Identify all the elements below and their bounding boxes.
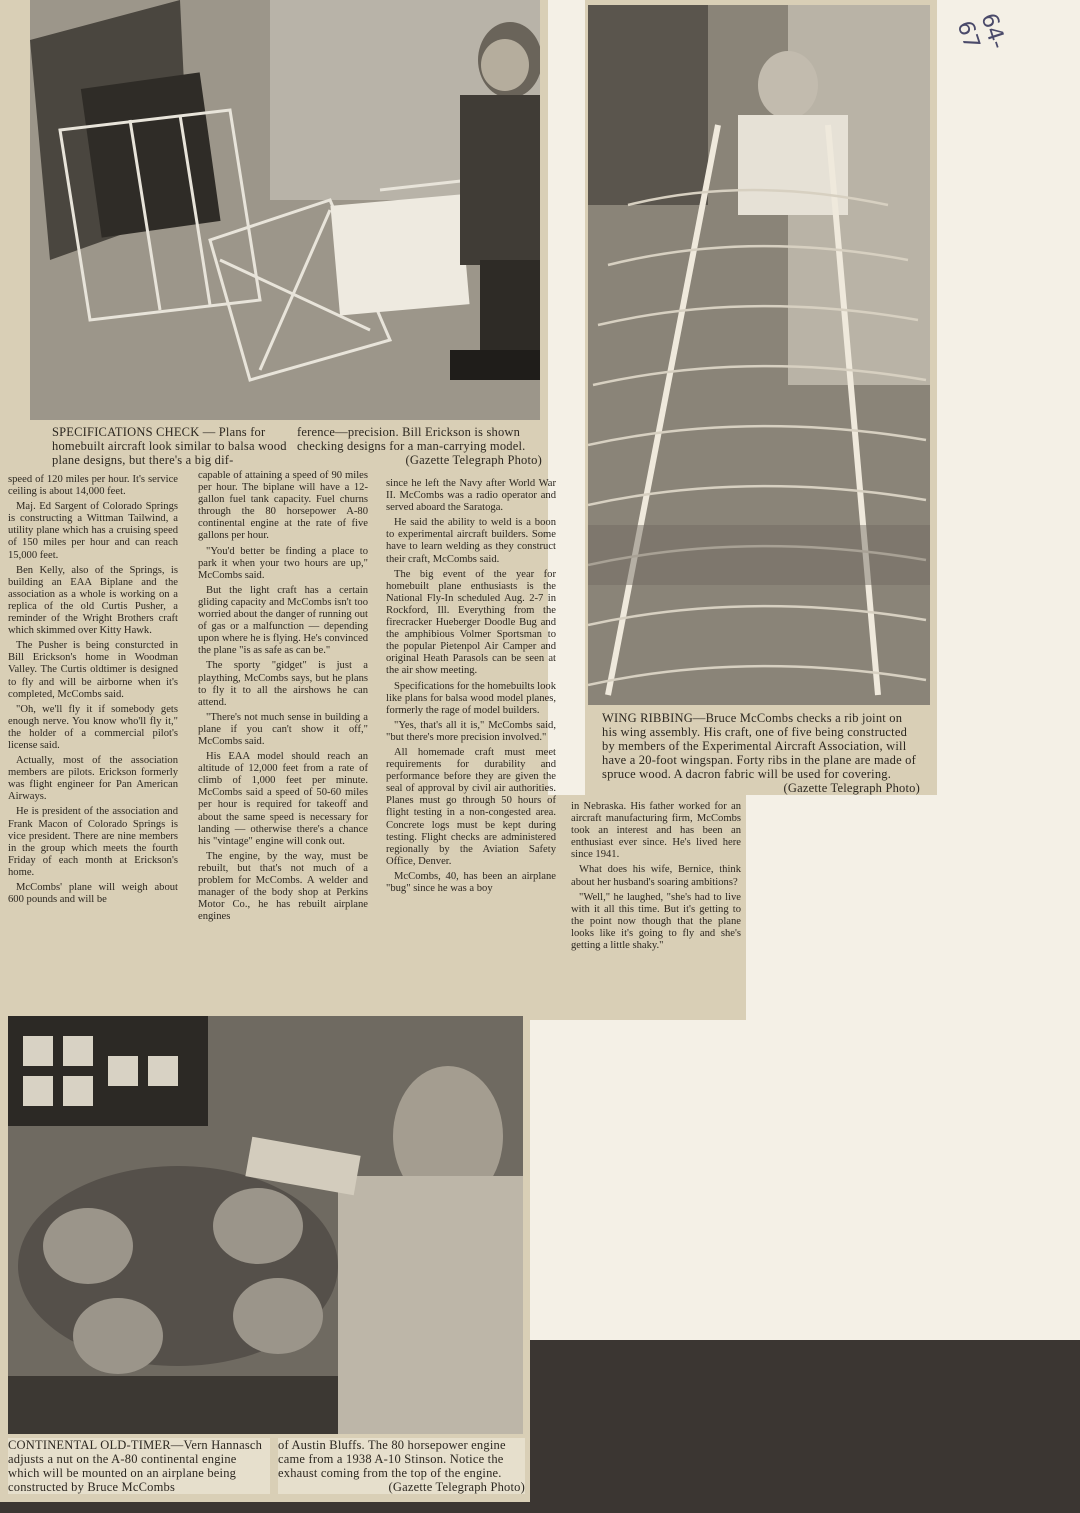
paragraph: He said the ability to weld is a boon to experimental aircraft builders. Some have to learn welding as they construct their craft, McCombs said. — [386, 517, 556, 565]
paragraph: McCombs, 40, has been an airplane "bug" since he was a boy — [386, 870, 556, 894]
article-column-3 — [386, 478, 556, 898]
paragraph: The big event of the year for homebuilt plane enthusiasts is the National Fly-In scheduled Aug. 2-7 in Rockford, Ill. Everything from the firecracker Hueberger Doodle Bug and the amphibious Volmer Sportsman to the popular Pietenpol Air Camper and original Heath Parasols can be seen at the air show meeting. — [386, 568, 556, 677]
paragraph: All homemade craft must meet requirements for durability and performance before they are given the seal of approval by civil air authorities. Planes must go through 50 hours of flight testing in a non-congested area. Concrete logs must be kept during testing. Flight checks are administered regionally by the Aviation Safety Office, Denver. — [386, 746, 556, 867]
paragraph: speed of 120 miles per hour. It's service ceiling is about 14,000 feet. — [8, 474, 178, 498]
article-column-4 — [571, 801, 741, 955]
photo-wing-ribbing — [588, 5, 930, 705]
paragraph: McCombs' plane will weigh about 600 pounds and will be — [8, 882, 178, 906]
paragraph: Ben Kelly, also of the Springs, is building an EAA Biplane and the association as a whole is working on a replica of the old Curtis Pusher, a reminder of the Wright Brothers craft which skimmed over Kitty Hawk. — [8, 564, 178, 637]
photo-credit: (Gazette Telegraph Photo) — [388, 1480, 525, 1494]
paragraph: His EAA model should reach an altitude of 12,000 feet from a rate of climb of 1,000 feet per minute. McCombs said a speed of 50-60 miles per hour is required for takeoff and about the same speed is necessary for landing — otherwise there's a chance his "vintage" engine will conk out. — [198, 751, 368, 847]
paragraph: The sporty "gidget" is just a plaything, McCombs says, but he plans to fly it to all the airshows he can attend. — [198, 660, 368, 708]
paragraph: Specifications for the homebuilts look like plans for balsa wood model planes, formerly the rage of model builders. — [386, 680, 556, 716]
caption-wing-ribbing — [602, 711, 920, 795]
paragraph: "Yes, that's all it is," McCombs said, "but there's more precision involved." — [386, 719, 556, 743]
caption-continental-left: CONTINENTAL OLD-TIMER—Vern Hannasch adjusts a nut on the A-80 continental engine which will be mounted on an airplane being constructed by Bruce McCombs — [8, 1438, 270, 1494]
paragraph: in Nebraska. His father worked for an aircraft manufacturing firm, McCombs took an interest and has been an enthusiast ever since. He's lived here since 1941. — [571, 801, 741, 861]
photo-credit: (Gazette Telegraph Photo) — [783, 781, 920, 795]
paragraph: He is president of the association and Frank Macon of Colorado Springs is vice president. There are nine members in the group which meets the fourth Friday of each month at Erickson's home. — [8, 806, 178, 878]
dark-background — [530, 1340, 1080, 1513]
paragraph: "Well," he laughed, "she's had to live with it all this time. But it's getting to the point now though that the plane looks like it's going to fly and she's getting a little shaky." — [571, 891, 741, 952]
caption-specifications-right-text: ference—precision. Bill Erickson is shown checking designs for a man-carrying model. — [297, 425, 526, 453]
handwritten-note: 64-67 — [951, 10, 1011, 53]
caption-wing-ribbing-text: WING RIBBING—Bruce McCombs checks a rib joint on his wing assembly. His craft, one of five being constructed by members of the Experimental Aircraft Association, will have a 20-foot wingspan. Forty ribs in the plane are made of spruce wood. A dacron fabric will be used for covering. — [602, 711, 916, 781]
paragraph: "There's not much sense in building a plane if you can't show it off," McCombs said. — [198, 711, 368, 747]
paragraph: The Pusher is being consturcted in Bill Erickson's home in Woodman Valley. The Curtis oldtimer is designed to fly and will be airborne when it's completed, McCombs said. — [8, 640, 178, 700]
paragraph: "Oh, we'll fly it if somebody gets enough nerve. You know who'll fly it," the holder of a commercial pilot's license said. — [8, 703, 178, 751]
article-column-1 — [8, 474, 178, 909]
photo-credit: (Gazette Telegraph Photo) — [405, 453, 542, 467]
paragraph: since he left the Navy after World War II. McCombs was a radio operator and served aboard the Saratoga. — [386, 478, 556, 514]
paragraph: But the light craft has a certain gliding capacity and McCombs isn't too worried about the danger of running out of gas or a malfunction — depending upon where he is flying. He's convinced the plane "is as safe as can be." — [198, 584, 368, 657]
caption-specifications-right — [297, 425, 542, 467]
paragraph: What does his wife, Bernice, think about her husband's soaring ambitions? — [571, 864, 741, 888]
caption-specifications-left: SPECIFICATIONS CHECK — Plans for homebuilt aircraft look similar to balsa wood plane designs, but there's a big dif- — [52, 425, 287, 467]
photo-specifications-check — [30, 0, 540, 420]
paragraph: The engine, by the way, must be rebuilt, but that's not much of a problem for McCombs. A welder and manager of the body shop at Perkins Motor Co., he has rebuilt airplane engines — [198, 850, 368, 923]
paragraph: Actually, most of the association members are pilots. Erickson formerly was flight engineer for Pan American Airways. — [8, 755, 178, 803]
paragraph: capable of attaining a speed of 90 miles per hour. The biplane will have a 12-gallon fuel tank capacity. Fuel churns through the 80 horsepower A-80 continental engine at the rate of five gallons per hour. — [198, 470, 368, 542]
paragraph: "You'd better be finding a place to park it when your two hours are up," McCombs said. — [198, 545, 368, 581]
paragraph: Maj. Ed Sargent of Colorado Springs is constructing a Wittman Tailwind, a utility plane which has a cruising speed of 150 miles per hour and can reach 15,000 feet. — [8, 501, 178, 561]
caption-continental-right — [278, 1438, 525, 1494]
photo-continental-old-timer — [8, 1016, 523, 1434]
article-column-2 — [198, 470, 368, 926]
caption-continental-right-text: of Austin Bluffs. The 80 horsepower engine came from a 1938 A-10 Stinson. Notice the exhaust coming from the top of the engine. — [278, 1438, 506, 1480]
